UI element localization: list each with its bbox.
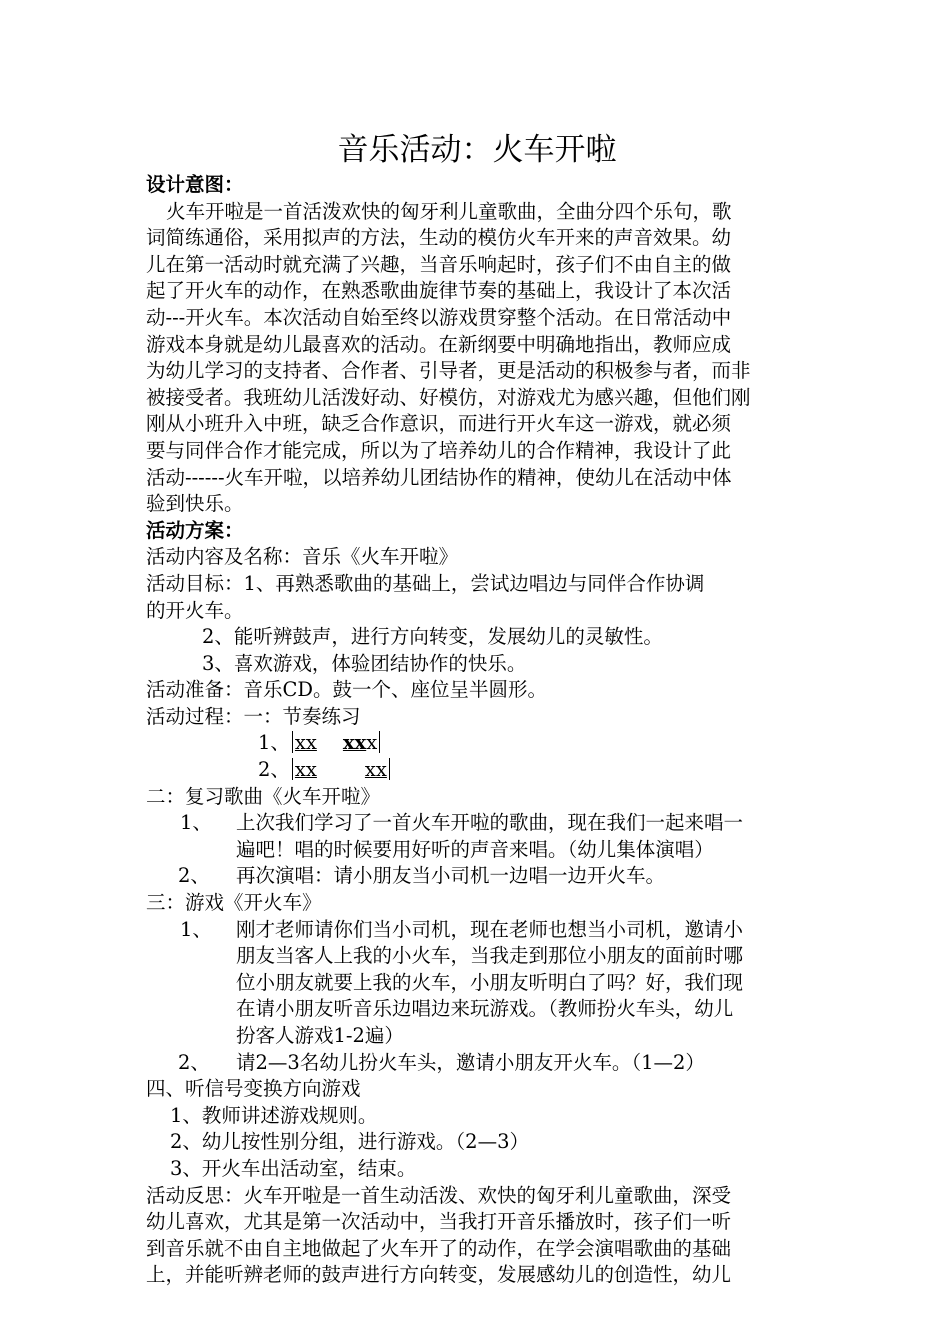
design-line: 词简练通俗，采用拟声的方法，生动的模仿火车开来的声音效果。幼 [146,226,732,250]
design-line: 火车开啦是一首活泼欢快的匈牙利儿童歌曲，全曲分四个乐句，歌 [166,199,732,223]
item-text: 遍吧！唱的时候要用好听的声音来唱。（幼儿集体演唱） [236,837,714,861]
design-line: 被接受者。我班幼儿活泼好动、好模仿，对游戏尤为感兴趣，但他们刚 [146,385,751,409]
bar-line [389,758,390,780]
bar-line [379,731,380,753]
goal-item: 2、能听辨鼓声，进行方向转变，发展幼儿的灵敏性。 [202,625,663,649]
bar-line [292,731,293,753]
game-heading: 三：游戏《开火车》 [146,891,322,915]
bar-line [292,758,293,780]
reflection-line: 幼儿喜欢，尤其是第一次活动中，当我打开音乐播放时，孩子们一听 [146,1210,732,1234]
game-item [146,1050,808,1077]
design-line: 动---开火车。本次活动自始至终以游戏贯穿整个活动。在日常活动中 [146,305,732,329]
rhythm-note: xx [294,731,317,755]
design-line: 为幼儿学习的支持者、合作者、引导者，更是活动的积极参与者，而非 [146,359,751,383]
game-item [146,917,808,1050]
design-line: 儿在第一活动时就充满了兴趣，当音乐响起时，孩子们不由自主的做 [146,252,732,276]
item-text: 刚才老师请你们当小司机，现在老师也想当小司机，邀请小 [236,917,744,941]
item-text: 上次我们学习了一首火车开啦的歌曲，现在我们一起来唱一 [236,811,744,835]
signal-item: 2、幼儿按性别分组，进行游戏。（2—3） [170,1130,529,1154]
rhythm-line-2 [146,757,808,784]
signal-item: 3、开火车出活动室，结束。 [170,1156,417,1180]
item-text: 扮客人游戏1-2遍） [236,1024,404,1047]
design-line: 验到快乐。 [146,492,244,516]
item-text: 朋友当客人上我的小火车，当我走到那位小朋友的面前时哪 [236,944,744,968]
rhythm-number: 2、 [258,758,290,782]
design-heading: 设计意图： [146,173,244,196]
rhythm-note: xx [364,758,387,782]
signal-heading: 四、听信号变换方向游戏 [146,1077,361,1101]
document-page [146,128,808,1289]
reflection-line: 上，并能听辨老师的鼓声进行方向转变，发展感幼儿的创造性，幼儿 [146,1263,732,1287]
design-line: 刚从小班升入中班，缺乏合作意识，而进行开火车这一游戏，就必须 [146,412,732,436]
process-heading: 活动过程：一：节奏练习 [146,704,361,728]
goal-item: 3、喜欢游戏，体验团结协作的快乐。 [202,651,527,675]
item-number: 2、 [178,1050,210,1074]
review-heading: 二：复习歌曲《火车开啦》 [146,784,381,808]
plan-heading: 活动方案： [146,518,244,542]
item-number: 2、 [178,864,210,888]
item-number: 1、 [180,917,212,941]
reflection-line: 活动反思：火车开啦是一首生动活泼、欢快的匈牙利儿童歌曲，深受 [146,1183,732,1207]
reflection-line: 到音乐就不由自主地做起了火车开了的动作，在学会演唱歌曲的基础 [146,1236,732,1260]
review-item [146,863,808,890]
design-line: 活动------火车开啦，以培养幼儿团结协作的精神，使幼儿在活动中体 [146,465,732,489]
rhythm-note: x [366,731,378,755]
page-title: 音乐活动：火车开啦 [337,132,617,168]
rhythm-note: xx [342,731,367,755]
design-line: 游戏本身就是幼儿最喜欢的活动。在新纲要中明确地指出，教师应成 [146,332,732,356]
item-text: 再次演唱：请小朋友当小司机一边唱一边开火车。 [236,864,666,888]
design-line: 起了开火车的动作，在熟悉歌曲旋律节奏的基础上，我设计了本次活 [146,279,732,303]
rhythm-note: xx [294,758,317,782]
item-text: 在请小朋友听音乐边唱边来玩游戏。（教师扮火车头，幼儿 [236,997,734,1021]
item-text: 位小朋友就要上我的火车，小朋友听明白了吗？好，我们现 [236,970,744,994]
goal-line: 活动目标：1、再熟悉歌曲的基础上，尝试边唱边与同伴合作协调 [146,571,705,595]
goal-line: 的开火车。 [146,598,244,622]
signal-item: 1、教师讲述游戏规则。 [170,1103,378,1127]
rhythm-line-1 [146,730,808,757]
preparation: 活动准备：音乐CD。鼓一个、座位呈半圆形。 [146,678,548,702]
item-number: 1、 [180,811,212,835]
design-line: 要与同伴合作才能完成，所以为了培养幼儿的合作精神，我设计了此 [146,438,732,462]
content-name: 活动内容及名称：音乐《火车开啦》 [146,545,459,569]
rhythm-number: 1、 [258,731,290,755]
item-text: 请2—3名幼儿扮火车头，邀请小朋友开火车。（1—2） [236,1050,705,1074]
review-item [146,810,808,863]
